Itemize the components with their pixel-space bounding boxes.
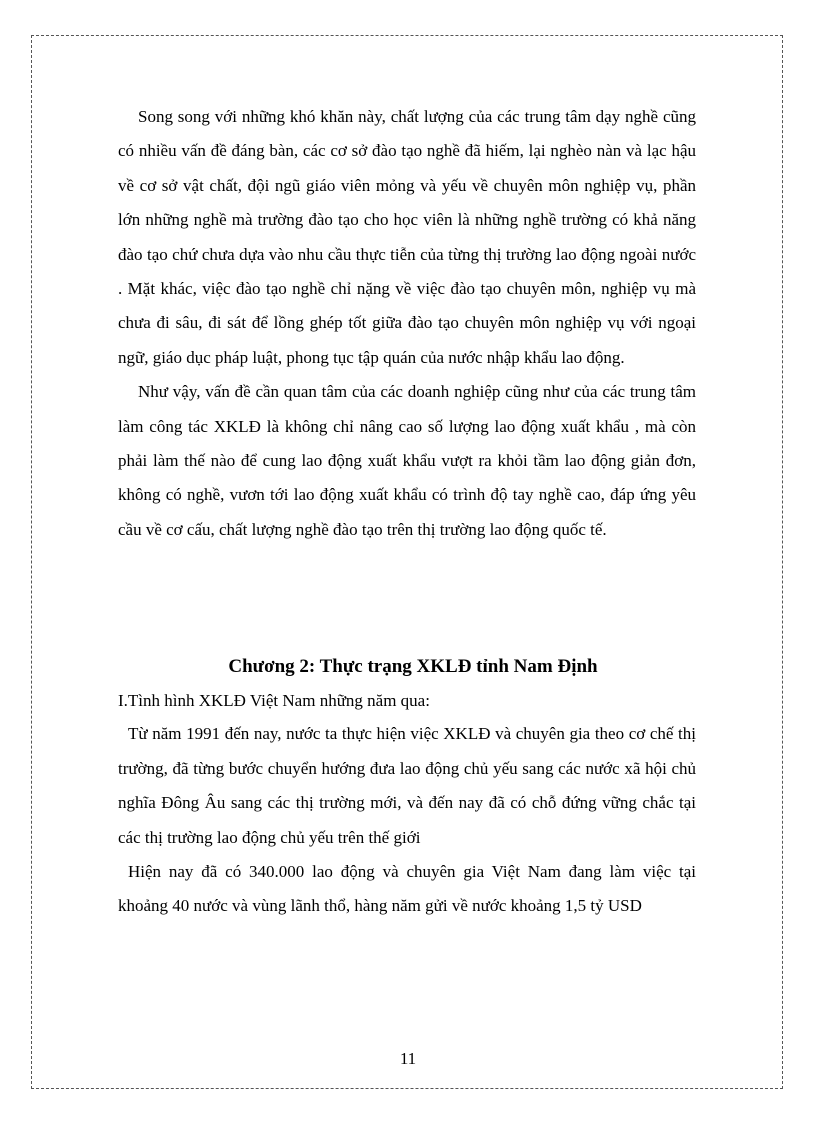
chapter-paragraph-2: Hiện nay đã có 340.000 lao động và chuyên gia Việt Nam đang làm việc tại khoảng 40 nước và vùng lãnh thổ, hàng năm gửi về nước khoảng 1,5 tỷ USD [118,861,696,916]
section-heading: I.Tình hình XKLĐ Việt Nam những năm qua: [118,691,430,711]
chapter-paragraph-1: Từ năm 1991 đến nay, nước ta thực hiện việc XKLĐ và chuyên gia theo cơ chế thị trường, đã từng bước chuyển hướng đưa lao động chủ yếu sang các nước xã hội chủ nghĩa Đông Âu sang các thị trường mới, và đến nay đã có chỗ đứng vững chắc tại các thị trường lao động chủ yếu trên thế giới [118,724,696,847]
chapter-title: Chương 2: Thực trạng XKLĐ tỉnh Nam Định [228,656,598,678]
document-body [118,100,696,924]
page-number: 11 [399,1049,417,1068]
section-spacer [118,547,696,649]
intro-paragraph-1: Song song với những khó khăn này, chất lượng của các trung tâm dạy nghề cũng có nhiều vấn đề đáng bàn, các cơ sở đào tạo nghề đã hiếm, lại nghèo nàn và lạc hậu về cơ sở vật chất, đội ngũ giáo viên mỏng và yếu về chuyên môn nghiệp vụ, phần lớn những nghề mà trường đào tạo cho học viên là những nghề trường có khả năng đào tạo chứ chưa dựa vào nhu cầu thực tiễn của từng thị trường lao động ngoài nước . Mặt khác, việc đào tạo nghề chỉ nặng về việc đào tạo chuyên môn, nghiệp vụ mà chưa đi sâu, đi sát để lồng ghép tốt giữa đào tạo chuyên môn nghiệp vụ với ngoại ngữ, giáo dục pháp luật, phong tục tập quán của nước nhập khẩu lao động. [118,107,696,367]
intro-paragraph-2: Như vậy, vấn đề cần quan tâm của các doanh nghiệp cũng như của các trung tâm làm công tác XKLĐ là không chỉ nâng cao số lượng lao động xuất khẩu , mà còn phải làm thế nào để cung lao động xuất khẩu vượt ra khỏi tầm lao động giản đơn, không có nghề, vươn tới lao động xuất khẩu có trình độ tay nghề cao, đáp ứng yêu cầu về cơ cấu, chất lượng nghề đào tạo trên thị trường lao động quốc tế. [118,382,696,539]
